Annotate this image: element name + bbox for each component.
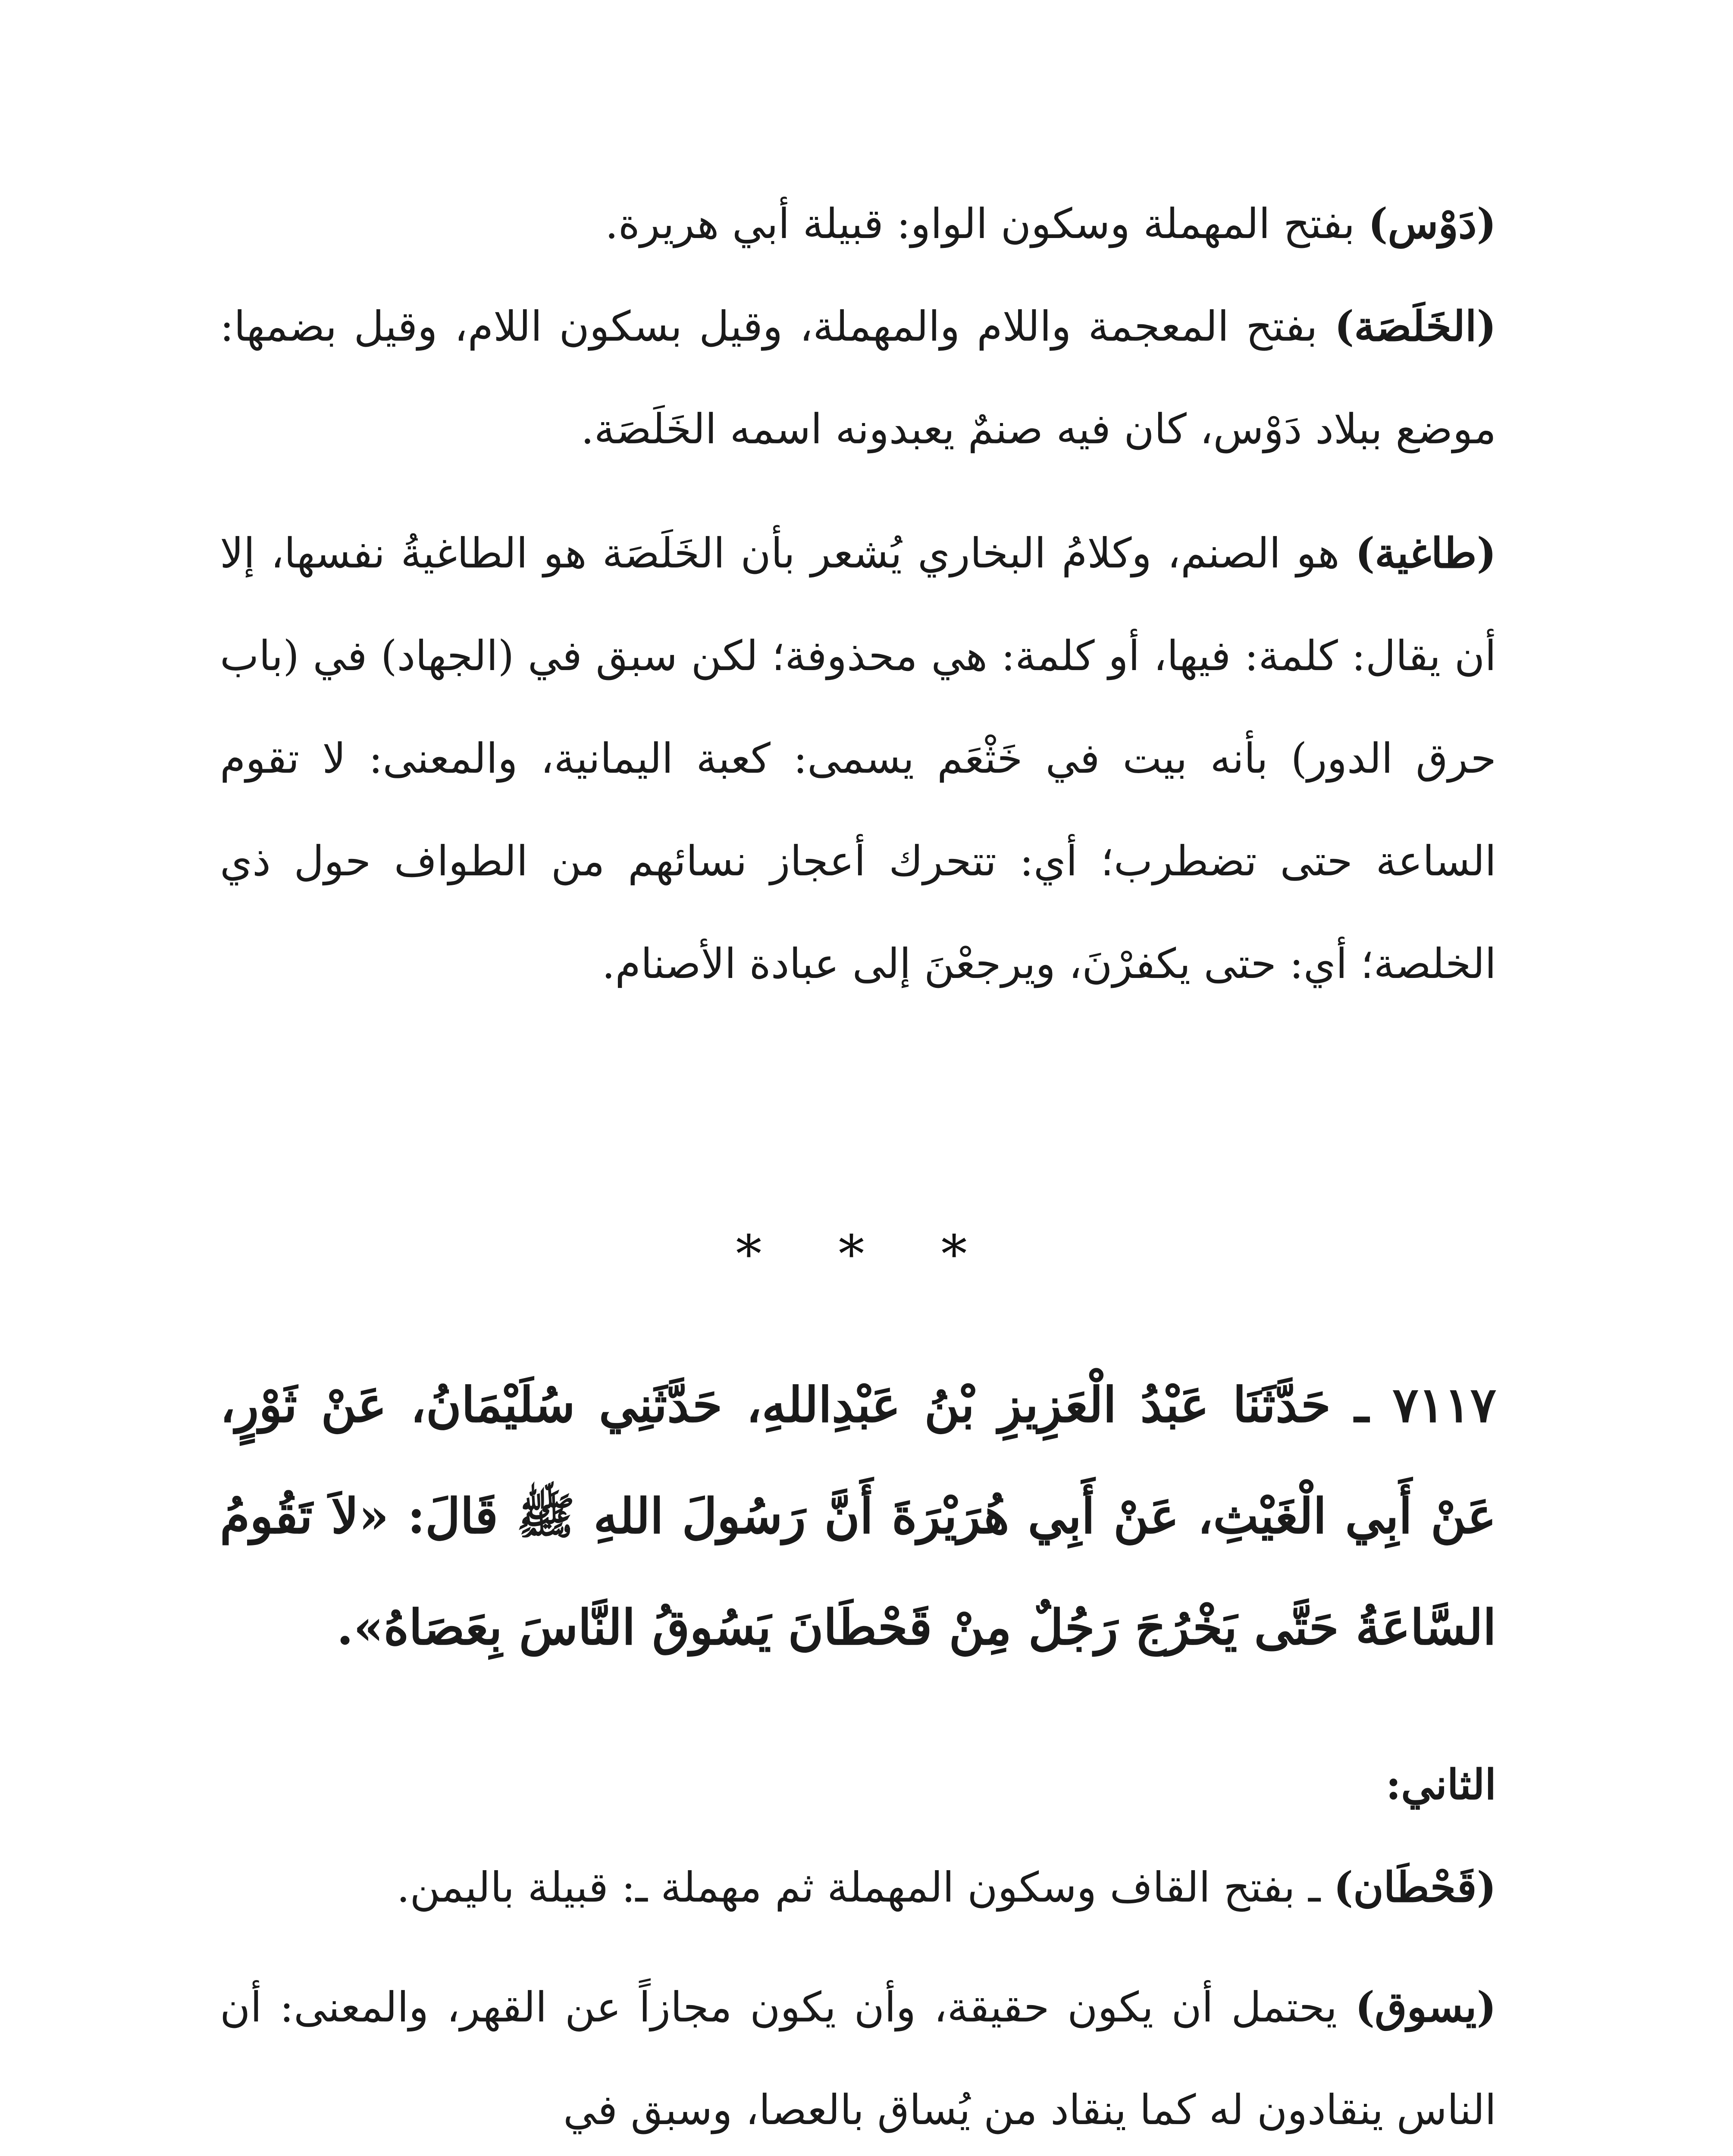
- entry-term: (يسوق): [1355, 1983, 1496, 2031]
- entry-text: بفتح المعجمة واللام والمهملة، وقيل بسكون اللام، وقيل بضمها: موضع ببلاد دَوْس، كان فيه صنمٌ يعبدونه اسمه الخَلَصَة.: [220, 302, 1496, 453]
- hadith-text: ٧١١٧ ـ حَدَّثَنَا عَبْدُ الْعَزِيزِ بْنُ عَبْدِاللهِ، حَدَّثَنِي سُلَيْمَانُ، عَنْ ثَوْرٍ، عَنْ أَبِي الْغَيْثِ، عَنْ أَبِي هُرَيْرَةَ أَنَّ رَسُولَ اللهِ ﷺ قَالَ: «لاَ تَقُومُ السَّاعَةُ حَتَّى يَخْرُجَ رَجُلٌ مِنْ قَحْطَانَ يَسُوقُ النَّاسَ بِعَصَاهُ».: [220, 1377, 1496, 1656]
- entry-term: (دَوْس): [1368, 199, 1496, 248]
- entry-term: (طاغية): [1355, 529, 1496, 577]
- commentary-block-1: [220, 172, 1496, 1015]
- commentary-block-2: [220, 1733, 1496, 2156]
- entry-yasuq: [220, 1956, 1496, 2156]
- entry-qahtan: [220, 1836, 1496, 1939]
- entry-khalasa: [220, 275, 1496, 480]
- entry-term: (قَحْطَان): [1333, 1863, 1496, 1912]
- entry-text: ـ بفتح القاف وسكون المهملة ثم مهملة ـ: قبيلة باليمن.: [396, 1863, 1334, 1912]
- entry-term: (الخَلَصَة): [1334, 302, 1496, 351]
- section-separator: * * *: [736, 1225, 997, 1285]
- entry-daws: [220, 172, 1496, 275]
- entry-text: يحتمل أن يكون حقيقة، وأن يكون مجازاً عن القهر، والمعنى: أن الناس ينقادون له كما ينقاد من يُساق بالعصا، وسبق في: [220, 1983, 1496, 2134]
- entry-taghiya: [220, 502, 1496, 1015]
- entry-text: هو الصنم، وكلامُ البخاري يُشعر بأن الخَلَصَة هو الطاغيةُ نفسها، إلا أن يقال: كلمة: فيها، أو كلمة: هي محذوفة؛ لكن سبق في (الجهاد) في (باب حرق الدور) بأنه بيت في خَثْعَم يسمى: كعبة اليمانية، والمعنى: لا تقوم الساعة حتى تضطرب؛ أي: تتحرك أعجاز نسائهم من الطواف حول ذي الخلصة؛ أي: حتى يكفرْنَ، ويرجعْنَ إلى عبادة الأصنام.: [220, 529, 1496, 988]
- entry-text: بفتح المهملة وسكون الواو: قبيلة أبي هريرة.: [605, 200, 1368, 248]
- hadith-block: [220, 1350, 1496, 1683]
- section-heading: الثاني:: [1385, 1760, 1496, 1809]
